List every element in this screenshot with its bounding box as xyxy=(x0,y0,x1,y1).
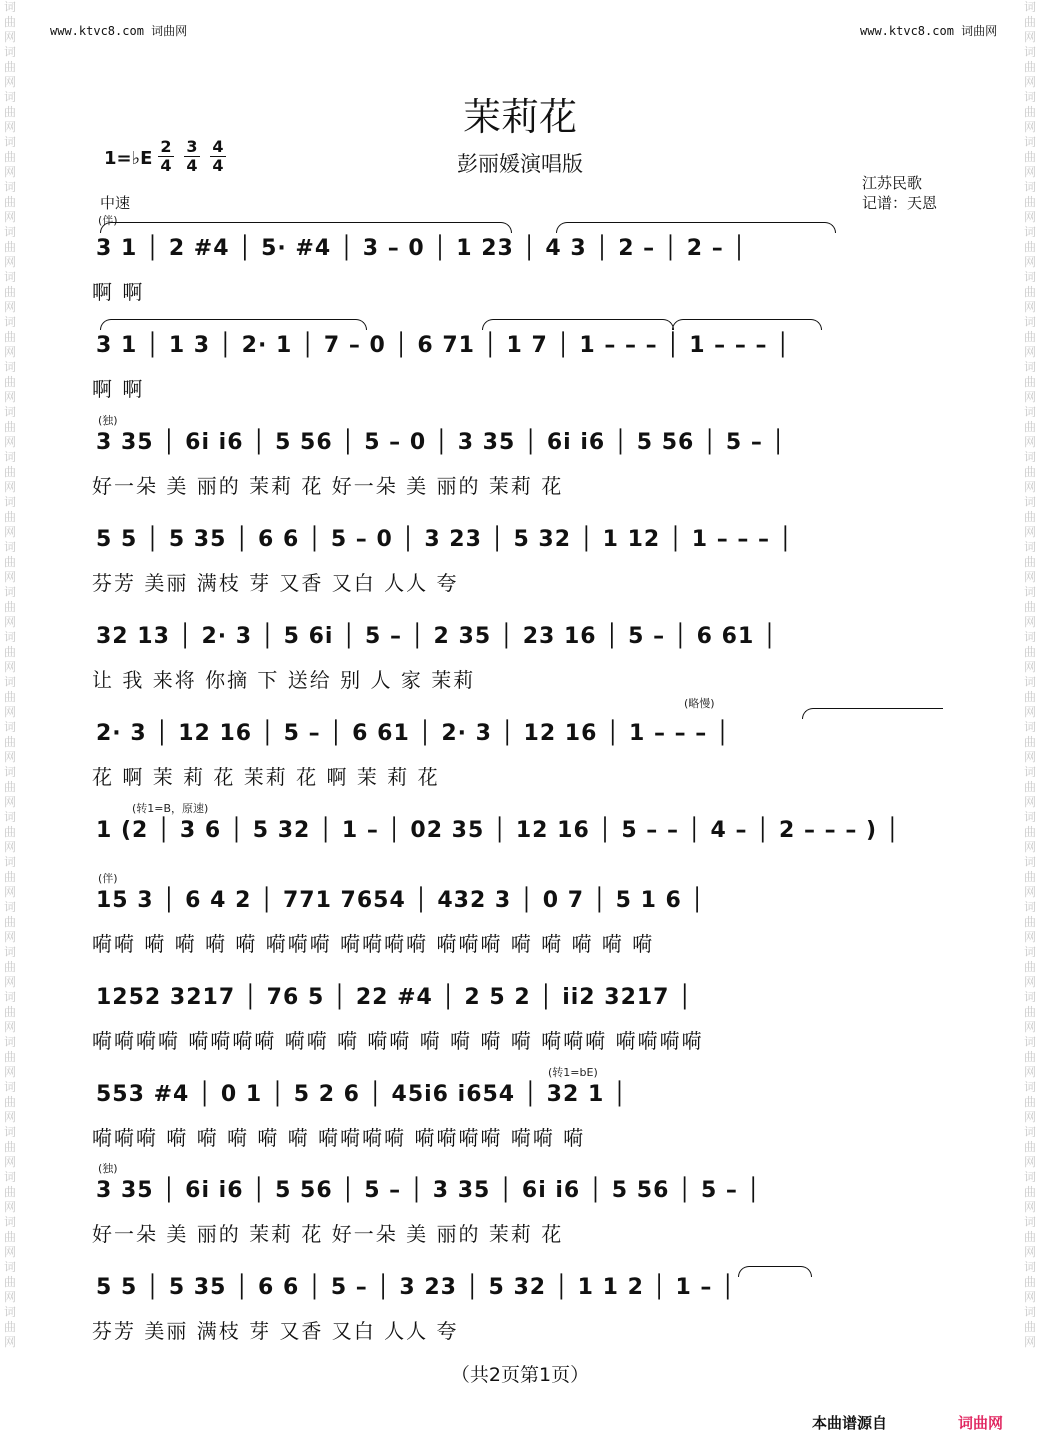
row-1-label: (伴) xyxy=(98,214,118,227)
site-url-right: www.ktvc8.com 词曲网 xyxy=(860,24,998,38)
song-origin: 江苏民歌 xyxy=(862,174,923,192)
source-label: 本曲谱源自 xyxy=(812,1414,888,1432)
row-10-notes: 553 #4 │ 0 1 │ 5 2 6 │ 45i6 i654 │ 32 1 │ xyxy=(96,1082,628,1107)
slur xyxy=(482,319,674,330)
row-2-notes: 3 1 │ 1 3 │ 2· 1 │ 7 – 0 │ 6 71 │ 1 7 │ 1 – – – │ 1 – – – │ xyxy=(96,333,791,358)
key-signature: 1=♭E xyxy=(104,148,153,169)
row-3-lyrics: 好一朵 美 丽的 茉莉 花 好一朵 美 丽的 茉莉 花 xyxy=(92,474,564,498)
row-9-notes: 1252 3217 │ 76 5 │ 22 #4 │ 2 5 2 │ ii2 3217 │ xyxy=(96,985,693,1010)
tempo-marking: 中速 xyxy=(100,194,131,212)
row-7-notes: 1 (2 │ 3 6 │ 5 32 │ 1 – │ 02 35 │ 12 16 │ 5 – – │ 4 – │ 2 – – – ) │ xyxy=(96,818,900,843)
time-signature-2: 3 4 xyxy=(184,138,200,175)
row-6-lyrics: 花 啊 茉 莉 花 茉莉 花 啊 茉 莉 花 xyxy=(92,765,440,789)
watermark-left: 词曲网词曲网词曲网词曲网词曲网词曲网词曲网词曲网词曲网词曲网词曲网词曲网词曲网词曲网词曲网词曲网词曲网词曲网词曲网词曲网词曲网词曲网词曲网词曲网词曲网词曲网词曲网词曲网词曲网词曲网 xyxy=(3,0,16,1349)
row-1-notes: 3 1 │ 2 #4 │ 5· #4 │ 3 – 0 │ 1 23 │ 4 3 │ 2 – │ 2 – │ xyxy=(96,236,747,261)
row-11-notes: 3 35 │ 6i i6 │ 5 56 │ 5 – │ 3 35 │ 6i i6 │ 5 56 │ 5 – │ xyxy=(96,1178,761,1203)
row-10-lyrics: 嗬嗬嗬 嗬 嗬 嗬 嗬 嗬 嗬嗬嗬嗬 嗬嗬嗬嗬 嗬嗬 嗬 xyxy=(92,1126,586,1150)
row-11-label: (独) xyxy=(98,1162,118,1175)
site-url-left: www.ktvc8.com 词曲网 xyxy=(50,24,188,38)
row-5-notes: 32 13 │ 2· 3 │ 5 6i │ 5 – │ 2 35 │ 23 16 │ 5 – │ 6 61 │ xyxy=(96,624,778,649)
row-8-label: (伴) xyxy=(98,872,118,885)
row-8-notes: 15 3 │ 6 4 2 │ 771 7654 │ 432 3 │ 0 7 │ 5 1 6 │ xyxy=(96,888,705,913)
song-title: 茉莉花 xyxy=(462,95,577,139)
row-9-lyrics: 嗬嗬嗬嗬 嗬嗬嗬嗬 嗬嗬 嗬 嗬嗬 嗬 嗬 嗬 嗬 嗬嗬嗬 嗬嗬嗬嗬 xyxy=(92,1029,704,1053)
row-3-label: (独) xyxy=(98,414,118,427)
row-10-note-above: (转1=bE) xyxy=(548,1066,598,1079)
slur xyxy=(738,1266,812,1277)
time-signature-1: 2 4 xyxy=(158,138,174,175)
time-signature-3: 4 4 xyxy=(210,138,226,175)
row-11-lyrics: 好一朵 美 丽的 茉莉 花 好一朵 美 丽的 茉莉 花 xyxy=(92,1222,564,1246)
slur xyxy=(100,319,367,330)
slur xyxy=(556,222,836,233)
song-subtitle: 彭丽媛演唱版 xyxy=(457,152,583,176)
row-6-notes: 2· 3 │ 12 16 │ 5 – │ 6 61 │ 2· 3 │ 12 16 │ 1 – – – │ xyxy=(96,721,731,746)
row-7-note-above: (转1=B，原速) xyxy=(132,802,209,815)
slur xyxy=(100,222,512,233)
row-6-note-above: (略慢) xyxy=(684,697,715,710)
row-2-lyrics: 啊 啊 xyxy=(92,377,145,401)
row-4-lyrics: 芬芳 美丽 满枝 芽 又香 又白 人人 夸 xyxy=(92,571,459,595)
transcriber: 记谱：天恩 xyxy=(862,194,938,212)
slur xyxy=(672,319,822,330)
page-info: （共2页第1页） xyxy=(450,1364,590,1386)
row-12-notes: 5 5 │ 5 35 │ 6 6 │ 5 – │ 3 23 │ 5 32 │ 1 1 2 │ 1 – │ xyxy=(96,1275,736,1300)
watermark-right: 词曲网词曲网词曲网词曲网词曲网词曲网词曲网词曲网词曲网词曲网词曲网词曲网词曲网词曲网词曲网词曲网词曲网词曲网词曲网词曲网词曲网词曲网词曲网词曲网词曲网词曲网词曲网词曲网词曲网词曲网 xyxy=(1023,0,1036,1349)
row-3-notes: 3 35 │ 6i i6 │ 5 56 │ 5 – 0 │ 3 35 │ 6i i6 │ 5 56 │ 5 – │ xyxy=(96,430,786,455)
row-8-lyrics: 嗬嗬 嗬 嗬 嗬 嗬 嗬嗬嗬 嗬嗬嗬嗬 嗬嗬嗬 嗬 嗬 嗬 嗬 嗬 xyxy=(92,932,655,956)
row-4-notes: 5 5 │ 5 35 │ 6 6 │ 5 – 0 │ 3 23 │ 5 32 │ 1 12 │ 1 – – – │ xyxy=(96,527,793,552)
row-12-lyrics: 芬芳 美丽 满枝 芽 又香 又白 人人 夸 xyxy=(92,1319,459,1343)
source-brand-logo: 词曲网 xyxy=(958,1414,1004,1432)
tie-start xyxy=(802,708,943,719)
row-1-lyrics: 啊 啊 xyxy=(92,280,145,304)
row-5-lyrics: 让 我 来将 你摘 下 送给 别 人 家 茉莉 xyxy=(92,668,476,692)
